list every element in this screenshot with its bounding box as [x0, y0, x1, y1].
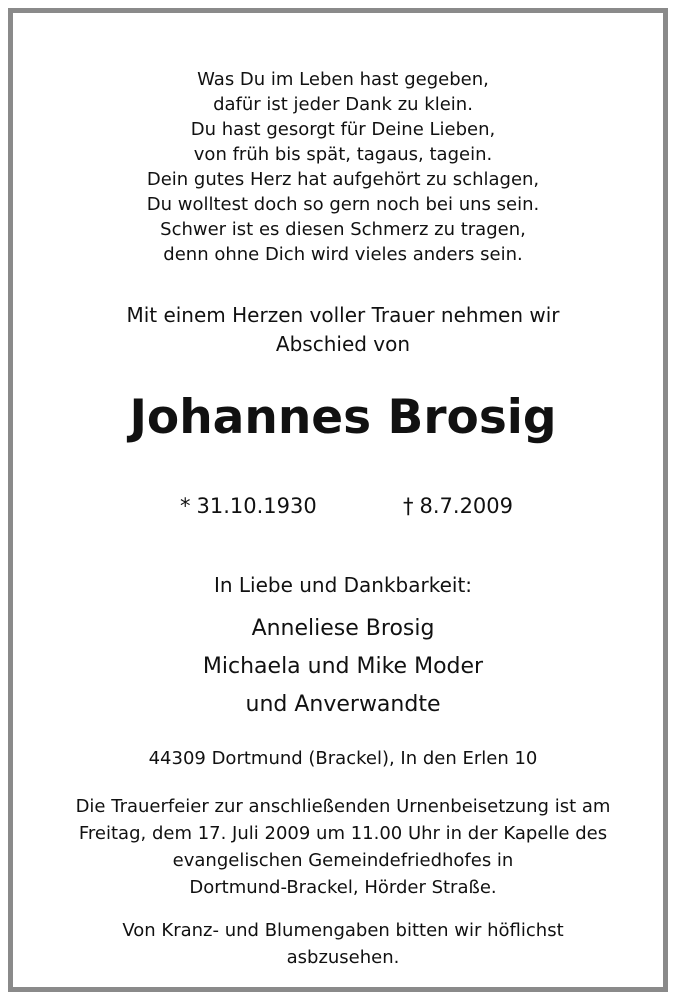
family-address: 44309 Dortmund (Brackel), In den Erlen 10 [148, 748, 538, 769]
memorial-poem [13, 67, 673, 267]
poem-line: Du hast gesorgt für Deine Lieben, [190, 119, 496, 140]
birth-date: 31.10.1930 [196, 494, 317, 518]
intro-line: Abschied von [275, 332, 411, 356]
obituary-frame [8, 8, 668, 992]
mourners-list [13, 610, 673, 724]
mourner-name: und Anverwandte [245, 692, 441, 717]
flowers-request [13, 917, 673, 971]
poem-line: Schwer ist es diesen Schmerz zu tragen, [160, 219, 526, 240]
birth-star-icon: * [180, 494, 191, 518]
flowers-line: asbzusehen. [286, 947, 400, 968]
poem-line: Was Du im Leben hast gegeben, [197, 69, 489, 90]
birth-date-group [180, 491, 317, 521]
poem-line: von früh bis spät, tagaus, tagein. [193, 144, 493, 165]
mourner-name: Anneliese Brosig [251, 616, 435, 641]
funeral-line: Die Trauerfeier zur anschließenden Urnenbeisetzung ist am [75, 796, 611, 817]
poem-line: denn ohne Dich wird vieles anders sein. [163, 244, 523, 265]
poem-line: Du wolltest doch so gern noch bei uns sein. [146, 194, 540, 215]
funeral-line: evangelischen Gemeindefriedhofes in [172, 850, 514, 871]
deceased-name: Johannes Brosig [129, 390, 557, 445]
life-dates [13, 491, 673, 521]
gratitude-line: In Liebe und Dankbarkeit: [213, 573, 473, 597]
death-date: 8.7.2009 [419, 494, 514, 518]
poem-line: Dein gutes Herz hat aufgehört zu schlagen, [146, 169, 540, 190]
funeral-line: Freitag, dem 17. Juli 2009 um 11.00 Uhr in der Kapelle des [78, 823, 608, 844]
poem-line: dafür ist jeder Dank zu klein. [213, 94, 473, 115]
funeral-notice [13, 793, 673, 901]
death-date-group [403, 491, 513, 521]
intro-line: Mit einem Herzen voller Trauer nehmen wir [126, 303, 560, 327]
farewell-intro [13, 301, 673, 359]
mourner-name: Michaela und Mike Moder [202, 654, 484, 679]
death-cross-icon: † [403, 494, 414, 518]
flowers-line: Von Kranz- und Blumengaben bitten wir höflichst [122, 920, 564, 941]
funeral-line: Dortmund-Brackel, Hörder Straße. [189, 877, 497, 898]
